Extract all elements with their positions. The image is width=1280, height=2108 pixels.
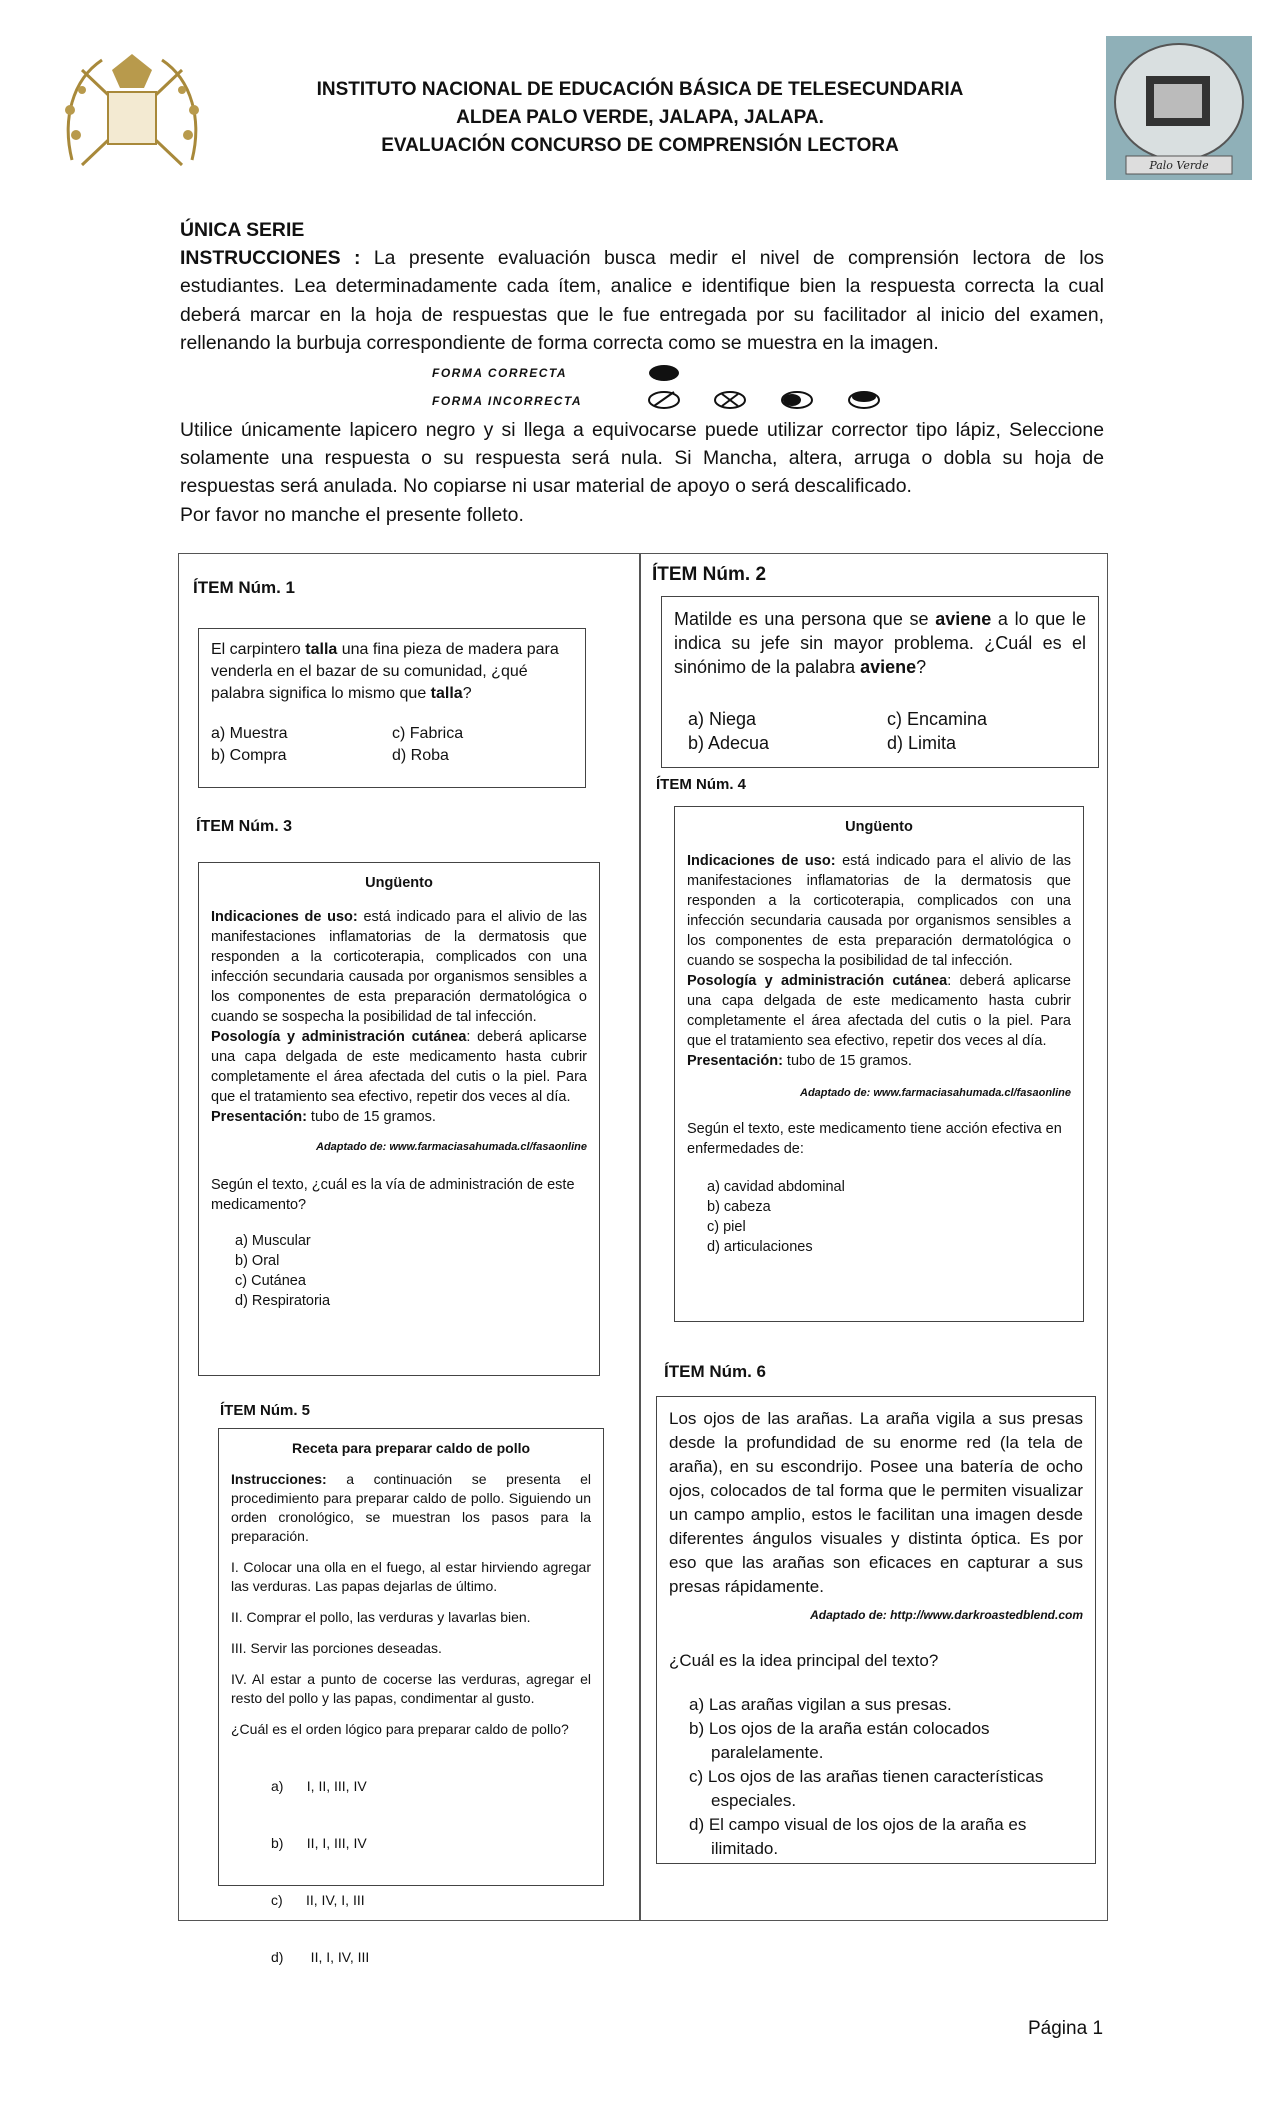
instructions-text: La presente evaluación busca medir el nivel de comprensión lectora de los estudiantes. Lea determinadamente cada ítem, analice e identifique bien la respuesta correcta la cual deberá marcar en la hoja de respuestas que le fue entregada por su facilitador al inicio del examen, rellenando la burbuja correspondiente de forma correcta como se muestra en la imagen. [180, 247, 1104, 354]
item-5-instructions: Instrucciones: a continuación se presenta el procedimiento para preparar caldo de pollo. Siguiendo un orden cronológico, se muestran los pasos para la preparación. [231, 1471, 591, 1544]
item-4-question: Según el texto, este medicamento tiene acción efectiva en enfermedades de: [687, 1121, 1062, 1157]
item-4-indications: Indicaciones de uso: está indicado para el alivio de las manifestaciones inflamatorias de la dermatosis que responden a la corticoterapia, complicados con una infección secundaria causada por organismos sensibles a los componentes de esta preparación dermatológica o cuando se sospecha la posibilidad de tal infección. [687, 853, 1072, 969]
item-3-presentation: Presentación: tubo de 15 gramos. [211, 1109, 436, 1125]
instructions-block-2 [180, 416, 1104, 529]
item-4-options [687, 1177, 1071, 1257]
item-1-option: d) Roba [392, 747, 449, 764]
page-number: Página 1 [1028, 2018, 1104, 2039]
item-1-options [211, 723, 573, 767]
item-6-option: d) El campo visual de los ojos de la araña es ilimitado. [689, 1815, 1027, 1858]
item-5-option: d) II, I, IV, III [271, 1949, 370, 1965]
item-3-option: d) Respiratoria [235, 1293, 331, 1309]
item-3-option: c) Cutánea [235, 1273, 306, 1289]
item-4-option: a) cavidad abdominal [707, 1179, 845, 1195]
instructions-label: INSTRUCCIONES : [180, 247, 361, 270]
item-6-option: c) Los ojos de las arañas tienen características especiales. [689, 1767, 1044, 1810]
item-5-options [231, 1739, 591, 2005]
item-4-option: c) piel [707, 1219, 746, 1235]
item-2-options [674, 707, 1086, 755]
item-4-presentation: Presentación: tubo de 15 gramos. [687, 1053, 912, 1069]
item-3-posology: Posología y administración cutánea: deberá aplicarse una capa delgada de este medicamento hasta cubrir completamente el área afectada del cutis o la piel. Para que el tratamiento sea efectivo, repetir dos veces al día. [211, 1029, 587, 1105]
item-3-option: a) Muscular [235, 1233, 311, 1249]
item-1-option: c) Fabrica [392, 725, 464, 742]
guatemala-coat-of-arms-logo [52, 40, 212, 180]
bubble-examples-icon [642, 362, 952, 412]
item-5-step: II. Comprar el pollo, las verduras y lavarlas bien. [231, 1609, 531, 1625]
serie-label: ÚNICA SERIE [180, 219, 305, 241]
item-1-option: a) Muestra [211, 725, 288, 742]
item-5-heading: Receta para preparar caldo de pollo [291, 1440, 531, 1456]
item-3-question: Según el texto, ¿cuál es la vía de administración de este medicamento? [211, 1177, 575, 1213]
item-5-step: I. Colocar una olla en el fuego, al estar hirviendo agregar las verduras. Las papas dejarlas de último. [231, 1559, 591, 1594]
item-3-box [198, 862, 600, 1376]
instructions-block [180, 216, 1104, 357]
item-2-option: a) Niega [688, 709, 757, 729]
item-5-option: b) II, I, III, IV [271, 1835, 367, 1851]
instructions-text-3: Por favor no manche el presente folleto. [180, 503, 524, 526]
item-1-box [198, 628, 586, 788]
item-4-option: d) articulaciones [707, 1239, 813, 1255]
item-1-question: El carpintero talla una fina pieza de madera para venderla en el bazar de su comunidad, ¿qué palabra significa lo mismo que talla? [211, 641, 559, 702]
item-3-indications: Indicaciones de uso: está indicado para el alivio de las manifestaciones inflamatorias de la dermatosis que responden a la corticoterapia, complicados con una infección secundaria causada por organismos sensibles a los componentes de esta preparación dermatológica o cuando se sospecha la posibilidad de tal infección. [211, 909, 588, 1025]
item-6-options [669, 1693, 1083, 1861]
item-5-step: IV. Al estar a punto de cocerse las verduras, agregar el resto del pollo y las papas, condimentar al gusto. [231, 1671, 591, 1706]
item-2-box [661, 596, 1099, 768]
item-1-option: b) Compra [211, 747, 287, 764]
item-5-box [218, 1428, 604, 1965]
item-4-posology: Posología y administración cutánea: deberá aplicarse una capa delgada de este medicamento hasta cubrir completamente el área afectada del cutis o la piel. Para que el tratamiento sea efectivo, repetir dos veces al día. [687, 973, 1071, 1049]
item-6-option: a) Las arañas vigilan a sus presas. [689, 1695, 952, 1714]
item-6-question: ¿Cuál es la idea principal del texto? [669, 1651, 939, 1670]
item-3-heading: Ungüento [365, 875, 433, 891]
header-line-2: ALDEA PALO VERDE, JALAPA, JALAPA. [456, 107, 824, 128]
item-5-question: ¿Cuál es el orden lógico para preparar caldo de pollo? [231, 1721, 569, 1737]
item-5-title: ÍTEM Núm. 5 [220, 1402, 311, 1419]
item-5-option: c) II, IV, I, III [271, 1892, 365, 1908]
item-3-option: b) Oral [235, 1253, 280, 1269]
item-6-title: ÍTEM Núm. 6 [664, 1362, 767, 1381]
item-3-source: Adaptado de: www.farmaciasahumada.cl/fasaonline [316, 1141, 587, 1153]
item-2-option: c) Encamina [887, 709, 988, 729]
item-2-question: Matilde es una persona que se aviene a lo que le indica su jefe sin mayor problema. ¿Cuál es el sinónimo de la palabra aviene? [674, 609, 1086, 677]
item-3-options [211, 1231, 587, 1311]
school-logo [1106, 36, 1252, 180]
header-line-3: EVALUACIÓN CONCURSO DE COMPRENSIÓN LECTORA [381, 135, 899, 156]
header-line-1: INSTITUTO NACIONAL DE EDUCACIÓN BÁSICA DE TELESECUNDARIA [316, 79, 964, 100]
item-6-source: Adaptado de: http://www.darkroastedblend.com [810, 1608, 1083, 1622]
item-4-source: Adaptado de: www.farmaciasahumada.cl/fasaonline [800, 1087, 1071, 1099]
header-title [260, 76, 1020, 160]
item-2-option: b) Adecua [688, 733, 770, 753]
item-4-box [674, 806, 1084, 1322]
item-5-option: a) I, II, III, IV [271, 1778, 367, 1794]
item-2-title: ÍTEM Núm. 2 [652, 564, 767, 585]
item-4-heading: Ungüento [845, 819, 913, 835]
item-6-option: b) Los ojos de la araña están colocados paralelamente. [689, 1719, 990, 1762]
item-4-option: b) cabeza [707, 1199, 771, 1215]
bubble-example [432, 362, 952, 412]
item-1-title: ÍTEM Núm. 1 [193, 578, 296, 597]
instructions-text-2: Utilice únicamente lapicero negro y si llega a equivocarse puede utilizar corrector tipo lápiz, Seleccione solamente una respuesta o su respuesta será nula. Si Mancha, altera, arruga o dobla su hoja de respuestas será anulada. No copiarse ni usar material de apoyo o será descalificado. [180, 419, 1104, 498]
item-2-option: d) Limita [887, 733, 957, 753]
item-5-step: III. Servir las porciones deseadas. [231, 1640, 442, 1656]
item-4-title: ÍTEM Núm. 4 [656, 776, 747, 793]
forma-correcta-label: FORMA CORRECTA [432, 366, 567, 380]
school-logo-text: Palo Verde [1149, 159, 1209, 172]
item-3-title: ÍTEM Núm. 3 [196, 818, 293, 835]
forma-incorrecta-label: FORMA INCORRECTA [432, 394, 582, 408]
column-divider [639, 553, 641, 1921]
item-6-box [656, 1396, 1096, 1864]
item-6-text: Los ojos de las arañas. La araña vigila a sus presas desde la profundidad de su enorme red (la tela de araña), en su escondrijo. Posee una batería de ocho ojos, colocados de tal forma que le permiten visualizar un campo amplio, estos le facilitan una imagen desde diferentes ángulos visuales y distinta óptica. Es por eso que las arañas son eficaces en capturar a sus presas rápidamente. [669, 1409, 1083, 1596]
